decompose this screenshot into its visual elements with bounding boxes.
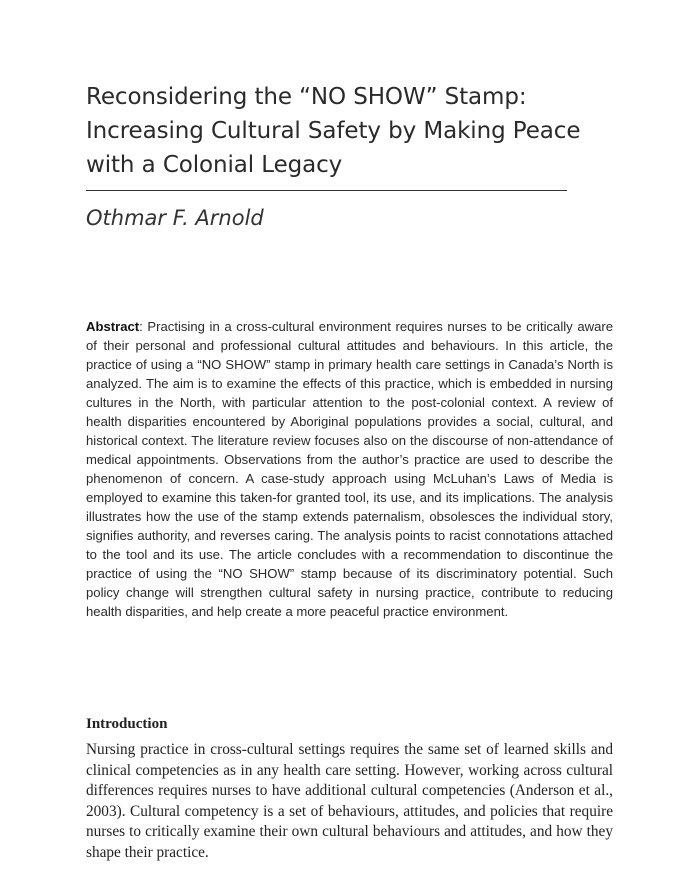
introduction-heading: Introduction bbox=[86, 716, 168, 732]
article-author: Othmar F. Arnold bbox=[86, 206, 264, 230]
abstract-label: Abstract bbox=[86, 319, 140, 334]
abstract-paragraph bbox=[86, 317, 613, 621]
title-divider bbox=[86, 190, 567, 191]
article-title: Reconsidering the “NO SHOW” Stamp: Increasing Cultural Safety by Making Peace with a Colonial Legacy bbox=[86, 84, 581, 178]
abstract-text: : Practising in a cross-cultural environment requires nurses to be critically aware of their personal and professional cultural attitudes and behaviours. In this article, the practice of using a “NO SHOW” stamp in primary health care settings in Canada’s North is analyzed. The aim is to examine the effects of this practice, which is embedded in nursing cultures in the North, with particular attention to the post-colonial context. A review of health disparities encountered by Aboriginal populations provides a social, cultural, and historical context. The literature review focuses also on the discourse of non-attendance of medical appointments. Observations from the author’s practice are used to describe the phenomenon of concern. A case-study approach using McLuhan’s Laws of Media is employed to examine this taken-for granted tool, its use, and its implications. The analysis illustrates how the use of the stamp extends paternalism, obsolesces the individual story, signifies authority, and reverses caring. The analysis points to racist connotations attached to the tool and its use. The article concludes with a recommendation to discontinue the practice of using the “NO SHOW” stamp because of its discriminatory potential. Such policy change will strengthen cultural safety in nursing practice, contribute to reducing health disparities, and help create a more peaceful practice environment. bbox=[86, 319, 613, 619]
introduction-paragraph: Nursing practice in cross-cultural settings requires the same set of learned skills and clinical competencies as in any health care setting. However, working across cultural differences requires nurses to have additional cultural competencies (Anderson et al., 2003). Cultural competency is a set of behaviours, attitudes, and policies that require nurses to critically examine their own cultural behaviours and attitudes, and how they shape their practice. bbox=[86, 741, 613, 861]
